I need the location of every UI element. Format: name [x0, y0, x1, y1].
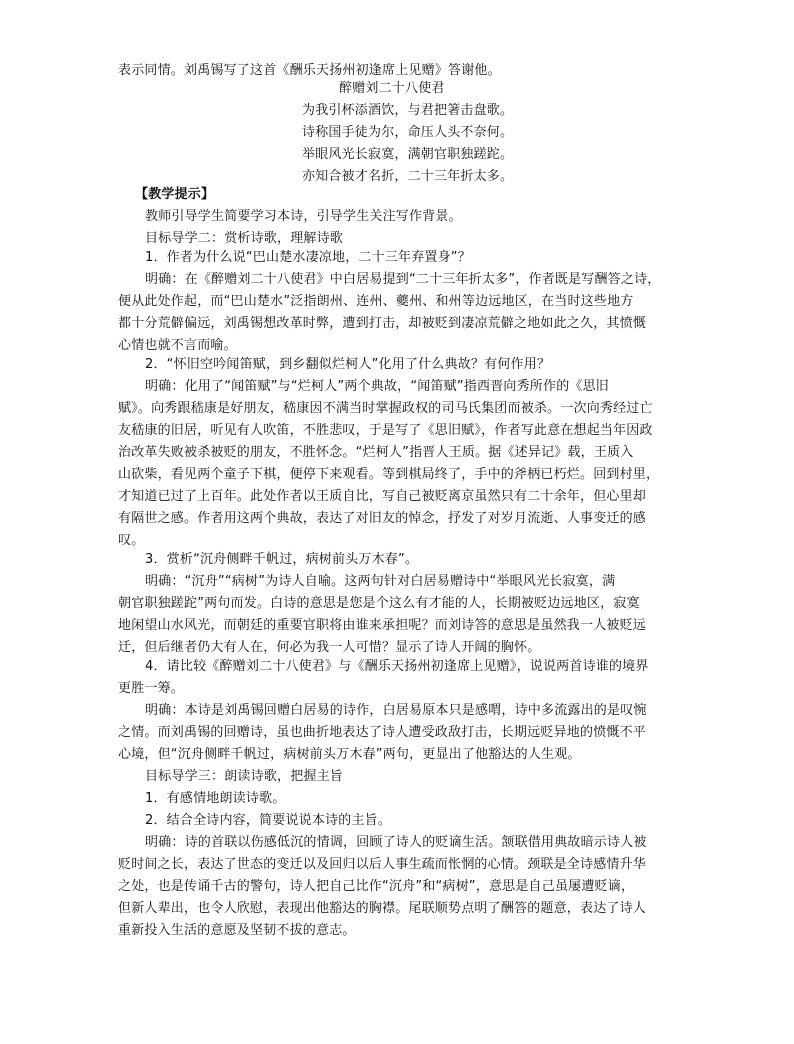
answer-1-line: 明确：在《醉赠刘二十八使君》中白居易提到“二十三年折太多”，作者既是写酬答之诗，: [145, 272, 661, 287]
question-1: 1．作者为什么说“巴山楚水凄凉地，二十三年弃置身”？: [145, 250, 471, 265]
question-4: 4．请比较《醉赠刘二十八使君》与《酬乐天扬州初逢席上见赠》，说说两首诗谁的境界: [145, 659, 649, 674]
answer-2-line: 才知道已过了上百年。此处作者以王质自比，写自己被贬离京虽然只有二十余年，但心里却: [118, 489, 647, 504]
answer-2-line: 叹。: [118, 533, 145, 548]
question-2: 2．“怀旧空吟闻笛赋，到乡翻似烂柯人”化用了什么典故？有何作用？: [145, 357, 551, 372]
answer-2-line: 友嵇康的旧居，听见有人吹笛，不胜悲叹，于是写了《思旧赋》，作者写此意在想起当年因政: [118, 423, 653, 438]
answer-2-line: 明确：化用了“闻笛赋”与“烂柯人”两个典故，“闻笛赋”指西晋向秀所作的《思旧: [145, 379, 610, 394]
answer-4-line: 之情。而刘禹锡的回赠诗，虽也曲折地表达了诗人遭受政敌打击，长期远贬异地的愤慨不平: [118, 725, 647, 740]
answer-5-line: 贬时间之长，表达了世态的变迁以及回归以后人事生疏而怅惘的心情。颈联是全诗感情升华: [118, 857, 647, 872]
answer-4-line: 心境，但“沉舟侧畔千帆过，病树前头万木春”两句，更显出了他豁达的人生观。: [118, 747, 581, 762]
answer-3-line: 朝官职独蹉跎”两句而发。白诗的意思是您是个这么有才能的人，长期被贬边远地区，寂寞: [118, 596, 640, 611]
answer-3-line: 地闲望山水风光，而朝廷的重要官职将由谁来承担呢？而刘诗答的意思是虽然我一人被贬远: [118, 618, 647, 633]
answer-2-line: 治改革失败被杀被贬的朋友，不胜怀念。“烂柯人”指晋人王质。据《述异记》载，王质入: [118, 445, 634, 460]
poem-line: 举眼风光长寂寞，满朝官职独蹉跎。: [302, 147, 514, 162]
answer-3-line: 明确：“沉舟”“病树”为诗人自喻。这两句针对白居易赠诗中“举眼风光长寂寞，满: [145, 574, 616, 589]
poem-line: 为我引杯添酒饮，与君把箸击盘歌。: [302, 103, 514, 118]
answer-3-line: 迁，但后继者仍大有人在，何必为我一人可惜？显示了诗人开阔的胸怀。: [118, 640, 541, 655]
answer-1-line: 便从此处作起，而“巴山楚水”泛指朗州、连州、夔州、和州等边远地区，在当时这些地方: [118, 294, 634, 309]
answer-5-line: 但新人辈出，也令人欣慰，表现出他豁达的胸襟。尾联顺势点明了酬答的题意，表达了诗人: [118, 901, 647, 916]
teaching-tip-text: 教师引导学生简要学习本诗，引导学生关注写作背景。: [145, 209, 462, 224]
poem-title: 醉赠刘二十八使君: [339, 81, 445, 96]
answer-5-line: 重新投入生活的意愿及坚韧不拔的意志。: [118, 923, 356, 938]
answer-1-line: 心情也就不言而喻。: [118, 338, 237, 353]
question-3: 3．赏析“沉舟侧畔千帆过，病树前头万木春”。: [145, 552, 419, 567]
goal3-heading: 目标导学三：朗读诗歌，把握主旨: [145, 769, 344, 784]
poem-line: 诗称国手徒为尔，命压人头不奈何。: [302, 125, 514, 140]
answer-5-line: 明确：诗的首联以伤感低沉的情调，回顾了诗人的贬谪生活。颔联借用典故暗示诗人被: [145, 835, 647, 850]
answer-2-line: 山砍柴，看见两个童子下棋，便停下来观看。等到棋局终了，手中的斧柄已朽烂。回到村里，: [118, 467, 660, 482]
answer-4-line: 明确：本诗是刘禹锡回赠白居易的诗作，白居易原本只是感喟，诗中多流露出的是叹惋: [145, 703, 647, 718]
intro-line: 表示同情。刘禹锡写了这首《酬乐天扬州初逢席上见赠》答谢他。: [118, 63, 501, 78]
goal3-item: 2．结合全诗内容，简要说说本诗的主旨。: [145, 813, 392, 828]
poem-line: 亦知合被才名折，二十三年折太多。: [302, 169, 514, 184]
question-4: 更胜一筹。: [118, 681, 185, 696]
goal2-heading: 目标导学二：赏析诗歌，理解诗歌: [145, 231, 344, 246]
answer-5-line: 之处，也是传诵千古的警句，诗人把自己比作“沉舟”和“病树”，意思是自己虽屡遭贬谪，: [118, 879, 635, 894]
answer-1-line: 都十分荒僻偏远，刘禹锡想改革时弊，遭到打击，却被贬到凄凉荒僻之地如此之久，其愤慨: [118, 316, 647, 331]
answer-2-line: 赋》。向秀跟嵇康是好朋友，嵇康因不满当时掌握政权的司马氏集团而被杀。一次向秀经过亡: [118, 401, 653, 416]
answer-2-line: 有隔世之感。作者用这两个典故，表达了对旧友的悼念，抒发了对岁月流逝、人事变迁的感: [118, 511, 647, 526]
teaching-tip-heading: 【教学提示】: [135, 187, 215, 202]
goal3-item: 1．有感情地朗读诗歌。: [145, 791, 286, 806]
